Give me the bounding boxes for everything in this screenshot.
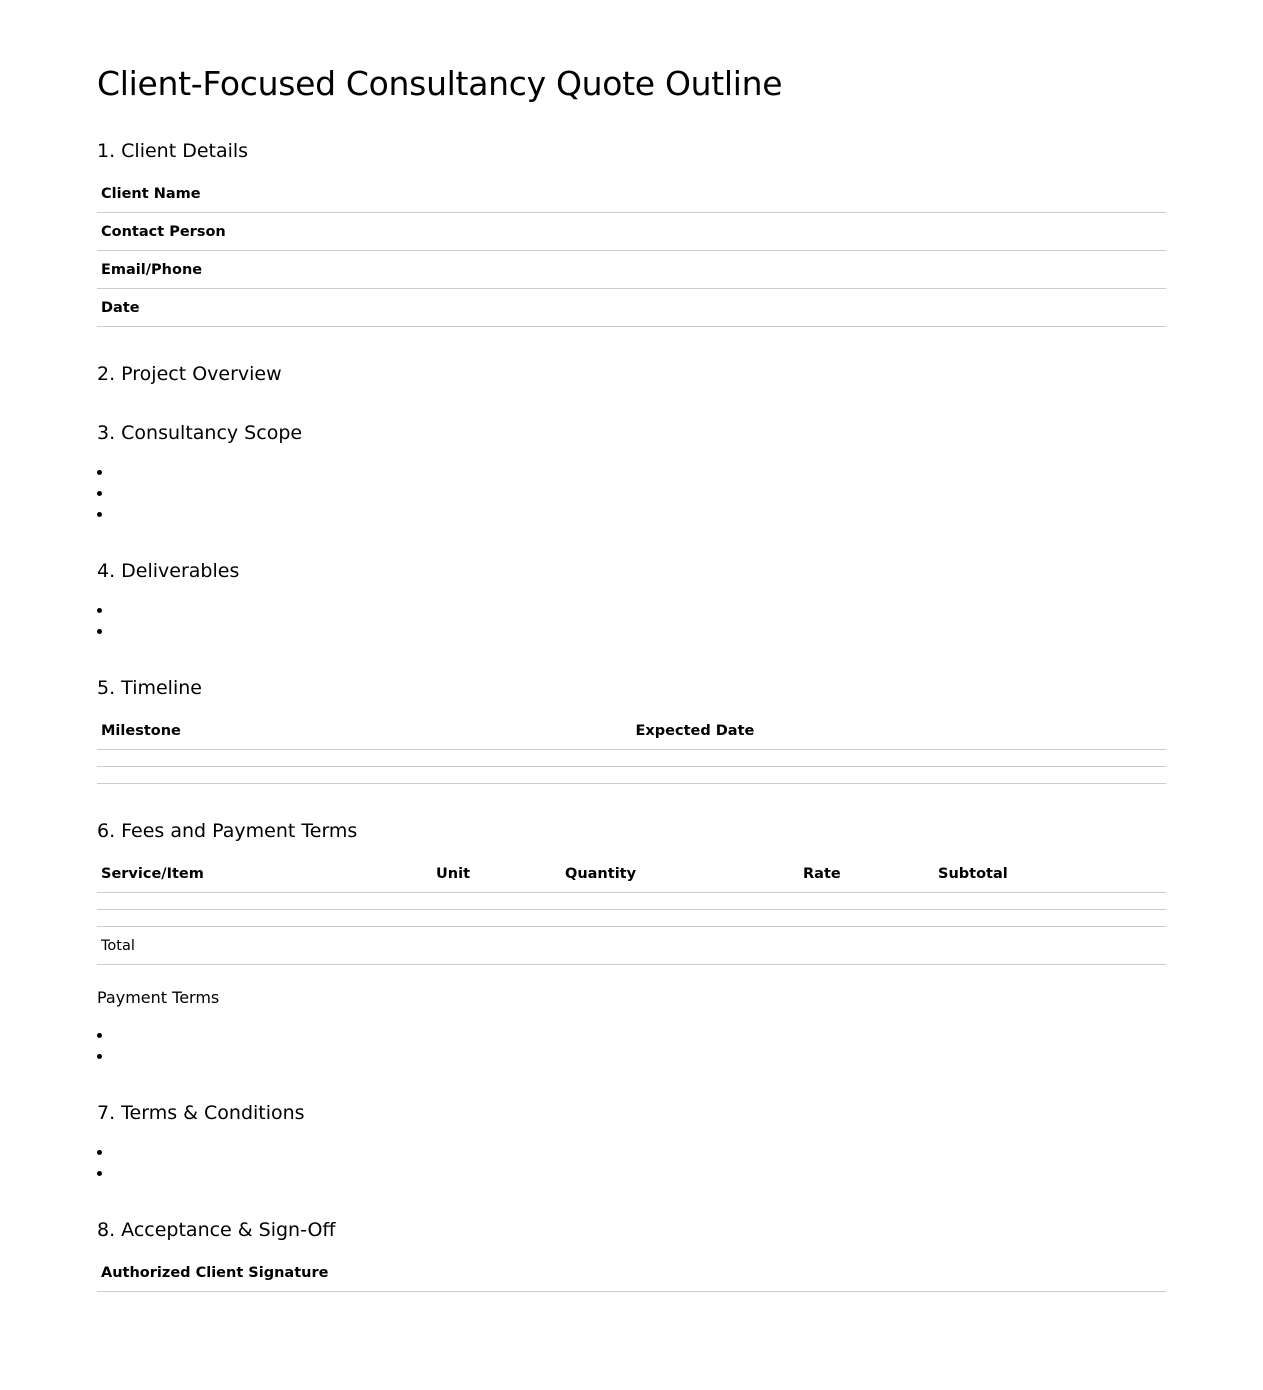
table-cell: [97, 910, 432, 927]
payment-terms-list: [97, 1025, 1166, 1067]
table-cell: [632, 750, 1167, 767]
table-cell: [934, 910, 1166, 927]
table-row: [97, 289, 1166, 327]
list-item: [97, 1142, 1166, 1163]
table-row: [97, 1254, 1166, 1292]
section-heading-deliverables: 4. Deliverables: [97, 560, 240, 582]
list-item: [97, 1046, 1166, 1067]
column-header: Expected Date: [632, 712, 1167, 750]
scope-list: [97, 462, 1166, 525]
table-header-row: [97, 712, 1166, 750]
section-heading-consultancy-scope: 3. Consultancy Scope: [97, 422, 303, 444]
section-heading-acceptance: 8. Acceptance & Sign-Off: [97, 1219, 336, 1241]
page-title: Client-Focused Consultancy Quote Outline: [97, 64, 783, 103]
field-label: Client Name: [97, 175, 1166, 213]
section-heading-client-details: 1. Client Details: [97, 140, 249, 162]
table-row: [97, 251, 1166, 289]
table-cell: [799, 910, 934, 927]
signature-label: Authorized Client Signature: [97, 1254, 1166, 1292]
list-item: [97, 462, 1166, 483]
table-cell: [799, 893, 934, 910]
table-row: [97, 767, 1166, 784]
column-header: Service/Item: [97, 855, 432, 893]
total-row: [97, 927, 1166, 965]
table-row: [97, 750, 1166, 767]
table-cell: [934, 893, 1166, 910]
field-label: Email/Phone: [97, 251, 1166, 289]
section-heading-project-overview: 2. Project Overview: [97, 363, 282, 385]
table-row: [97, 175, 1166, 213]
table-row: [97, 910, 1166, 927]
table-cell: [97, 750, 632, 767]
fees-table: [97, 855, 1166, 965]
column-header: Milestone: [97, 712, 632, 750]
field-label: Contact Person: [97, 213, 1166, 251]
table-cell: [432, 910, 561, 927]
table-cell: [432, 893, 561, 910]
total-label: Total: [97, 927, 1166, 965]
table-cell: [632, 767, 1167, 784]
list-item: [97, 1163, 1166, 1184]
table-cell: [97, 893, 432, 910]
signature-table: [97, 1254, 1166, 1292]
list-item: [97, 483, 1166, 504]
column-header: Quantity: [561, 855, 799, 893]
section-heading-timeline: 5. Timeline: [97, 677, 202, 699]
payment-terms-label: Payment Terms: [97, 988, 220, 1007]
column-header: Rate: [799, 855, 934, 893]
list-item: [97, 504, 1166, 525]
table-cell: [561, 910, 799, 927]
list-item: [97, 600, 1166, 621]
client-details-table: [97, 175, 1166, 327]
list-item: [97, 621, 1166, 642]
table-header-row: [97, 855, 1166, 893]
terms-list: [97, 1142, 1166, 1184]
table-row: [97, 213, 1166, 251]
section-heading-fees: 6. Fees and Payment Terms: [97, 820, 358, 842]
field-label: Date: [97, 289, 1166, 327]
list-item: [97, 1025, 1166, 1046]
table-cell: [97, 767, 632, 784]
column-header: Subtotal: [934, 855, 1166, 893]
column-header: Unit: [432, 855, 561, 893]
timeline-table: [97, 712, 1166, 784]
table-row: [97, 893, 1166, 910]
deliverables-list: [97, 600, 1166, 642]
table-cell: [561, 893, 799, 910]
section-heading-terms: 7. Terms & Conditions: [97, 1102, 305, 1124]
